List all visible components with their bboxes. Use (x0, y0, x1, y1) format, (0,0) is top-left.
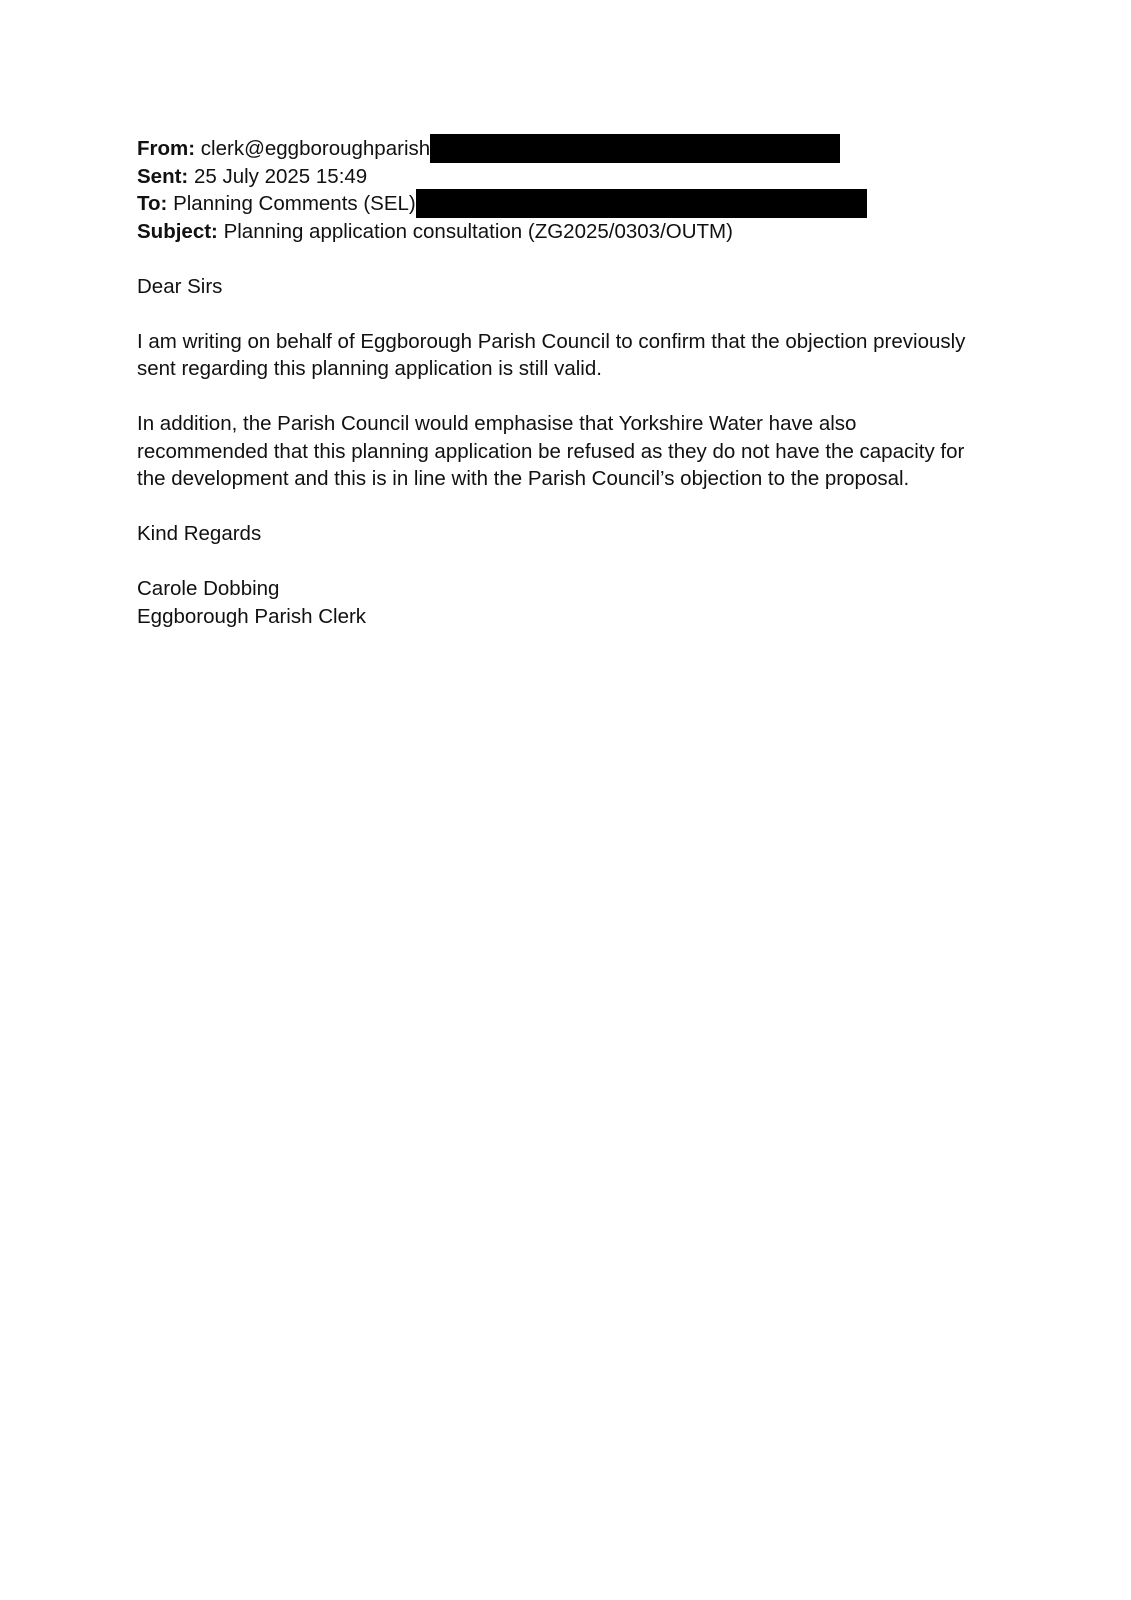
greeting: Dear Sirs (137, 274, 223, 298)
paragraph-2: In addition, the Parish Council would emphasise that Yorkshire Water have also recommended that this planning application be refused as they do not have the capacity for the development and this is in line with the Parish Council’s objection to the proposal. (137, 412, 965, 490)
to-value: Planning Comments (SEL) (173, 192, 416, 215)
closing: Kind Regards (137, 522, 262, 545)
email-printout (137, 135, 977, 630)
subject-value: Planning application consultation (ZG2025/0303/OUTM) (223, 219, 733, 243)
sent-label: Sent: (137, 164, 189, 188)
redaction-bar (416, 189, 867, 218)
sent-value: 25 July 2025 15:49 (193, 164, 368, 188)
subject-label: Subject: (137, 219, 218, 243)
from-label: From: (137, 137, 196, 160)
sent-line (137, 163, 977, 191)
to-label: To: (137, 192, 168, 215)
subject-line (137, 218, 977, 246)
signature-name: Carole Dobbing (137, 577, 280, 600)
from-line (137, 135, 977, 163)
to-line (137, 190, 977, 218)
signature-title: Eggborough Parish Clerk (137, 604, 367, 628)
paragraph-1: I am writing on behalf of Eggborough Parish Council to confirm that the objection previously sent regarding this planning application is still valid. (137, 329, 966, 380)
redaction-bar (430, 134, 840, 163)
from-value: clerk@eggboroughparish (200, 137, 431, 160)
